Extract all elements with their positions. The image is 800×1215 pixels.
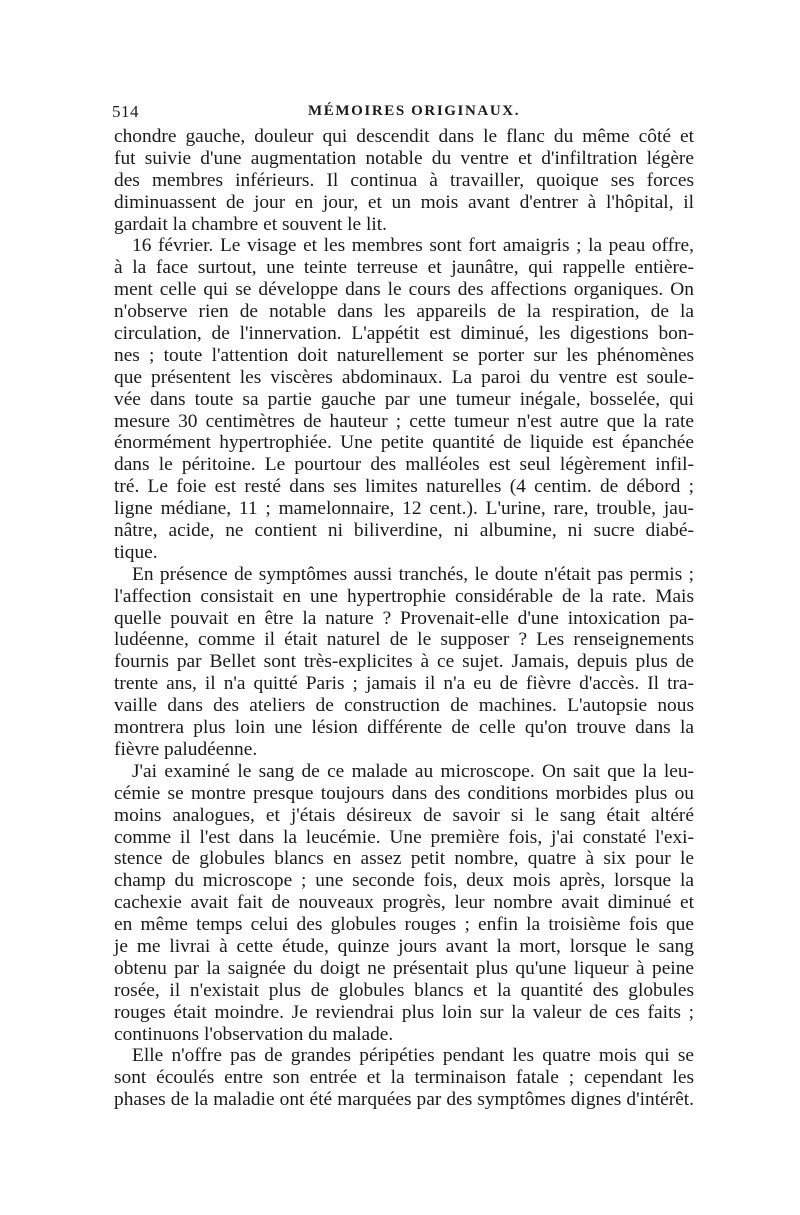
text-line: circulation, de l'innervation. L'appétit est diminué, les digestions bon- <box>114 323 694 345</box>
text-line: moins analogues, et j'étais désireux de savoir si le sang était altéré <box>114 804 694 826</box>
text-line: fournis par Bellet sont très-explicites à ce sujet. Jamais, depuis plus de <box>114 651 694 673</box>
text-line: fièvre paludéenne. <box>114 738 258 760</box>
text-line: diminuassent de jour en jour, et un mois avant d'entrer à l'hôpital, il <box>114 191 694 213</box>
text-line: vée dans toute sa partie gauche par une tumeur inégale, bosselée, qui <box>114 388 694 410</box>
running-title: MÉMOIRES ORIGINAUX. <box>308 103 521 119</box>
text-line: phases de la maladie ont été marquées par des symptômes dignes d'intérêt. <box>114 1089 694 1111</box>
text-line: tré. Le foie est resté dans ses limites naturelles (4 centim. de débord ; <box>114 476 694 498</box>
text-line: fut suivie d'une augmentation notable du ventre et d'infiltration légère <box>114 147 694 169</box>
text-line: que présentent les viscères abdominaux. La paroi du ventre est soule- <box>114 366 694 388</box>
body-text <box>114 126 694 1111</box>
text-line: obtenu par la saignée du doigt ne présentait plus qu'une liqueur à peine <box>114 957 694 979</box>
text-line: en même temps celui des globules rouges ; enfin la troisième fois que <box>114 914 694 936</box>
text-line: trente ans, il n'a quitté Paris ; jamais il n'a eu de fièvre d'accès. Il tra- <box>114 673 694 695</box>
text-line: Elle n'offre pas de grandes péripéties pendant les quatre mois qui se <box>132 1045 694 1067</box>
text-line: continuons l'observation du malade. <box>114 1023 394 1045</box>
text-line: dans le péritoine. Le pourtour des malléoles est seul légèrement infil- <box>114 454 694 476</box>
text-line: comme il l'est dans la leucémie. Une première fois, j'ai constaté l'exi- <box>114 826 694 848</box>
text-line: sont écoulés entre son entrée et la terminaison fatale ; cependant les <box>114 1067 694 1089</box>
text-line: cachexie avait fait de nouveaux progrès, leur nombre avait diminué et <box>114 892 694 914</box>
text-line: nâtre, acide, ne contient ni biliverdine, ni albumine, ni sucre diabé- <box>114 520 694 542</box>
text-line: mesure 30 centimètres de hauteur ; cette tumeur n'est autre que la rate <box>114 410 694 432</box>
text-line: énormément hypertrophiée. Une petite quantité de liquide est épanchée <box>114 432 694 454</box>
page-number: 514 <box>112 102 139 121</box>
text-line: chondre gauche, douleur qui descendit dans le flanc du même côté et <box>114 126 694 147</box>
text-line: ment celle qui se développe dans le cours des affections organiques. On <box>114 279 694 301</box>
page-header <box>112 102 694 122</box>
text-line: vaille dans des ateliers de construction de machines. L'autopsie nous <box>114 695 694 717</box>
text-line: nes ; toute l'attention doit naturellement se porter sur les phénomènes <box>114 344 694 366</box>
text-line: champ du microscope ; une seconde fois, deux mois après, lorsque la <box>114 870 694 892</box>
text-line: des membres inférieurs. Il continua à travailler, quoique ses forces <box>114 169 694 191</box>
text-line: gardait la chambre et souvent le lit. <box>114 213 387 235</box>
text-line: rouges était moindre. Je reviendrai plus loin sur la valeur de ces faits ; <box>114 1001 694 1023</box>
text-line: je me livrai à cette étude, quinze jours avant la mort, lorsque le sang <box>114 935 694 957</box>
text-line: En présence de symptômes aussi tranchés, le doute n'était pas permis ; <box>132 563 694 585</box>
text-line: ludéenne, comme il était naturel de le supposer ? Les renseignements <box>114 629 694 651</box>
text-line: quelle pouvait en être la nature ? Provenait-elle d'une intoxication pa- <box>114 607 694 629</box>
text-line: tique. <box>114 541 158 563</box>
text-line: stence de globules blancs en assez petit nombre, quatre à six pour le <box>114 848 694 870</box>
text-line: rosée, il n'existait plus de globules blancs et la quantité des globules <box>114 979 694 1001</box>
text-line: 16 février. Le visage et les membres sont fort amaigris ; la peau offre, <box>132 235 694 257</box>
text-line: n'observe rien de notable dans les appareils de la respiration, de la <box>114 301 694 323</box>
text-line: l'affection consistait en une hypertrophie considérable de la rate. Mais <box>114 585 694 607</box>
text-line: à la face surtout, une teinte terreuse et jaunâtre, qui rappelle entière- <box>114 257 694 279</box>
text-line: cémie se montre presque toujours dans des conditions morbides plus ou <box>114 782 694 804</box>
text-line: ligne médiane, 11 ; mamelonnaire, 12 cent.). L'urine, rare, trouble, jau- <box>114 498 694 520</box>
text-line: montrera plus loin une lésion différente de celle qu'on trouve dans la <box>114 717 694 739</box>
text-line: J'ai examiné le sang de ce malade au microscope. On sait que la leu- <box>132 760 694 782</box>
